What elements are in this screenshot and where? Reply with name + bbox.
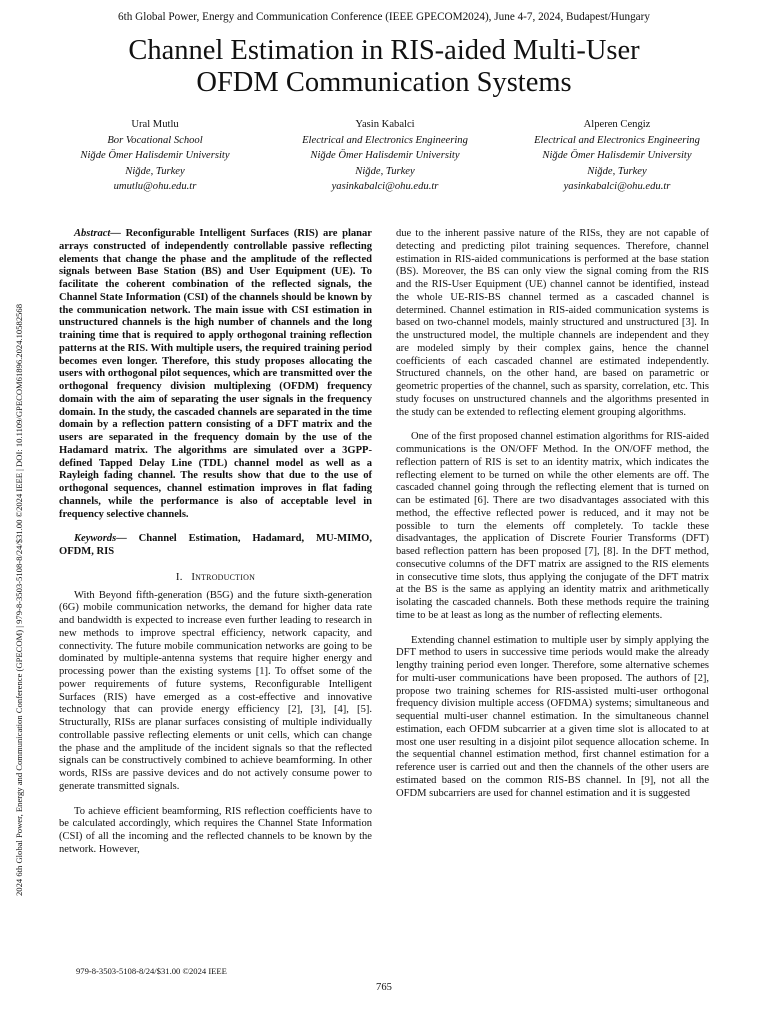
abstract — [59, 228, 372, 521]
keywords — [59, 533, 372, 559]
keywords-label: Keywords— — [74, 533, 127, 545]
intro-paragraph-1: With Beyond fifth-generation (B5G) and the future sixth-generation (6G) mobile communication networks, the demand for higher data rate and bandwidth is expected to increase even further leading to research in new methods to improve spectral efficiency, network capacity, and connectivity. The future mobile communication networks are going to be dominated by multiple-antenna systems that require higher energy and processing power than the existing systems [1]. To offset some of the power requirements of future systems, Reconfigurable Intelligent Surfaces (RIS) have emerged as a cost-effective and innovative technology that can provide energy efficiency [2], [3], [4], [5]. Structurally, RISs are planar surfaces consisting of multiple individually controllable passive reflecting elements or unit cells, which can change the phase and the amplitude of the incident signals so that the reflected signals can be constructively combined to achieve beamforming. In other words, RISs are passive devices and do not actively consume power to generate transmitted signals. — [59, 589, 372, 792]
author-block-1 — [36, 117, 274, 195]
page-number: 765 — [376, 982, 392, 993]
doi-sidebar-text: 2024 6th Global Power, Energy and Communication Conference (GPECOM) | 979-8-3503-5108-8/24/$31.00 ©2024 IEEE | DOI: 10.1109/GPECOM61896.2024.10582568 — [14, 303, 24, 897]
author-name: Alperen Cengiz — [583, 119, 651, 130]
section-title: Introduction — [191, 570, 256, 583]
author-city: Niğde, Turkey — [125, 165, 185, 177]
author-university: Niğde Ömer Halisdemir University — [310, 150, 460, 161]
right-paragraph-3: Extending channel estimation to multiple user by simply applying the DFT method to users in successive time periods would make the already lengthy training period even longer. Therefore, some alternative schemes for multi-user communications have been proposed. The authors of [2], propose two training schemes for RIS-assisted multi-user orthogonal frequency division multiple access (OFDMA) systems; simultaneous and sequential multi-user channel estimation. In the simultaneous channel estimation, each OFDM subcarrier at a given time slot is allocated to at most one user resulting in a disjoint pilot sequence allocation scheme. In the sequential channel estimation method, first channel estimation for a reference user is carried out and then the channels of the other users are estimated based on the common RIS-BS channel. In [9], not all the OFDM subcarriers are used for channel estimation and it is suggested — [396, 634, 709, 799]
right-paragraph-2: One of the first proposed channel estimation algorithms for RIS-aided communications is the ON/OFF Method. In the ON/OFF method, the reflection pattern of RIS is set to an identity matrix, which indicates the reflecting element to be turned on while the other elements are off. The cascaded channel going through the reflecting element that is turned on can be estimated [6]. There are two disadvantages associated with this method, the effective reflected power is reduced, and it may not be possible to turn the elements off completely. To tackle these disadvantages, the application of Discrete Fourier Transforms (DFT) based reflection pattern has been proposed [7], [8]. In the DFT method, consecutive columns of the DFT matrix are assigned to the RIS elements in consecutive time slots, thus applying the conjugate of the DFT matrix at the BS is the same as applying an identity matrix and arithmetically isolating the cascaded channels. Both these methods require the training time to be at least as long as the number of reflecting elements. — [396, 431, 709, 621]
section-number: I. — [175, 570, 183, 583]
author-email: umutlu@ohu.edu.tr — [113, 181, 197, 192]
author-affiliation: Electrical and Electronics Engineering — [534, 134, 700, 146]
author-city: Niğde, Turkey — [587, 165, 647, 177]
intro-paragraph-2: To achieve efficient beamforming, RIS reflection coefficients have to be calculated accordingly, which requires the Channel State Information (CSI) of all the incoming and the reflected channels to be known by the network. However, — [59, 805, 372, 855]
paper-title — [60, 35, 708, 99]
paper-title-line-2: OFDM Communication Systems — [196, 67, 572, 98]
author-block-3 — [498, 117, 736, 195]
right-column — [396, 228, 709, 800]
conference-header: 6th Global Power, Energy and Communication Conference (IEEE GPECOM2024), June 4-7, 2024, Budapest/Hungary — [118, 11, 650, 23]
abstract-label: Abstract— — [74, 228, 121, 239]
author-city: Niğde, Turkey — [355, 165, 415, 177]
footer-isbn: 979-8-3503-5108-8/24/$31.00 ©2024 IEEE — [76, 966, 227, 976]
author-block-2 — [266, 117, 504, 195]
right-paragraph-1: due to the inherent passive nature of the RISs, they are not capable of detecting and predicting pilot training sequences. Therefore, channel estimation in RIS-aided communications is performed at the base station (BS). Moreover, the BS can only view the signal coming from the RIS and the RIS-User Equipment (UE) channel cannot be identified, instead the whole UE-RIS-BS channel termed as a cascaded channel is determined. Channel estimation in RIS-aided communication systems is based on two-channel models, mainly structured and unstructured [3]. In the unstructured model, the multiple channels are independent and they are modeled simply by their complex gains, hence the channel coefficients of each cascaded channel are estimated independently. Structured channels, on the other hand, are based on parametric or geometric properties of the channel, such as sparsity, correlation, etc. This study focuses on unstructured channels and the algorithms presented in the study can be extended to reflecting element grouping algorithms. — [396, 228, 709, 418]
paper-title-line-1: Channel Estimation in RIS-aided Multi-User — [128, 35, 640, 66]
author-email: yasinkabalci@ohu.edu.tr — [331, 181, 439, 192]
author-name: Ural Mutlu — [131, 119, 179, 130]
section-heading — [59, 571, 372, 584]
author-university: Niğde Ömer Halisdemir University — [80, 150, 230, 161]
left-column — [59, 228, 372, 857]
author-name: Yasin Kabalci — [355, 119, 415, 130]
abstract-text: Reconfigurable Intelligent Surfaces (RIS) are planar arrays constructed of independently controllable passive reflecting elements that change the phase and the amplitude of the reflected signals between Base Station (BS) and User Equipment (UE). To facilitate the coherent combination of the reflected signals, the Channel State Information (CSI) of the channels should be known by the communication network. The main issue with CSI estimation in unstructured channels is the high number of channels and the long training time that is required to apply orthogonal training reflection patterns at the RIS. With multiple users, the required training period becomes even longer. Therefore, this study proposes allocating the users with orthogonal pilot sequences, which are transmitted over the orthogonal frequency division multiplexing (OFDM) frequency domain with the aim of separating the user signals in the frequency domain. In the study, the cascaded channels are separated in the time domain by a reflection pattern consisting of a DFT matrix and the users are separated in the frequency domain by the use of the Hadamard matrix. The algorithms are simulated over a 3GPP-defined Tapped Delay Line (TDL) channel model as well as a Rayleigh fading channel. The results show that due to the use of orthogonal sequences, channel estimation improves in flat fading channels, while the performance is also of acceptable level in frequency selective channels. — [59, 228, 372, 520]
author-affiliation: Bor Vocational School — [107, 134, 203, 146]
author-email: yasinkabalci@ohu.edu.tr — [563, 181, 671, 192]
keywords-text: Channel Estimation, Hadamard, MU-MIMO, OFDM, RIS — [59, 533, 372, 557]
author-university: Niğde Ömer Halisdemir University — [542, 150, 692, 161]
author-affiliation: Electrical and Electronics Engineering — [302, 134, 468, 146]
